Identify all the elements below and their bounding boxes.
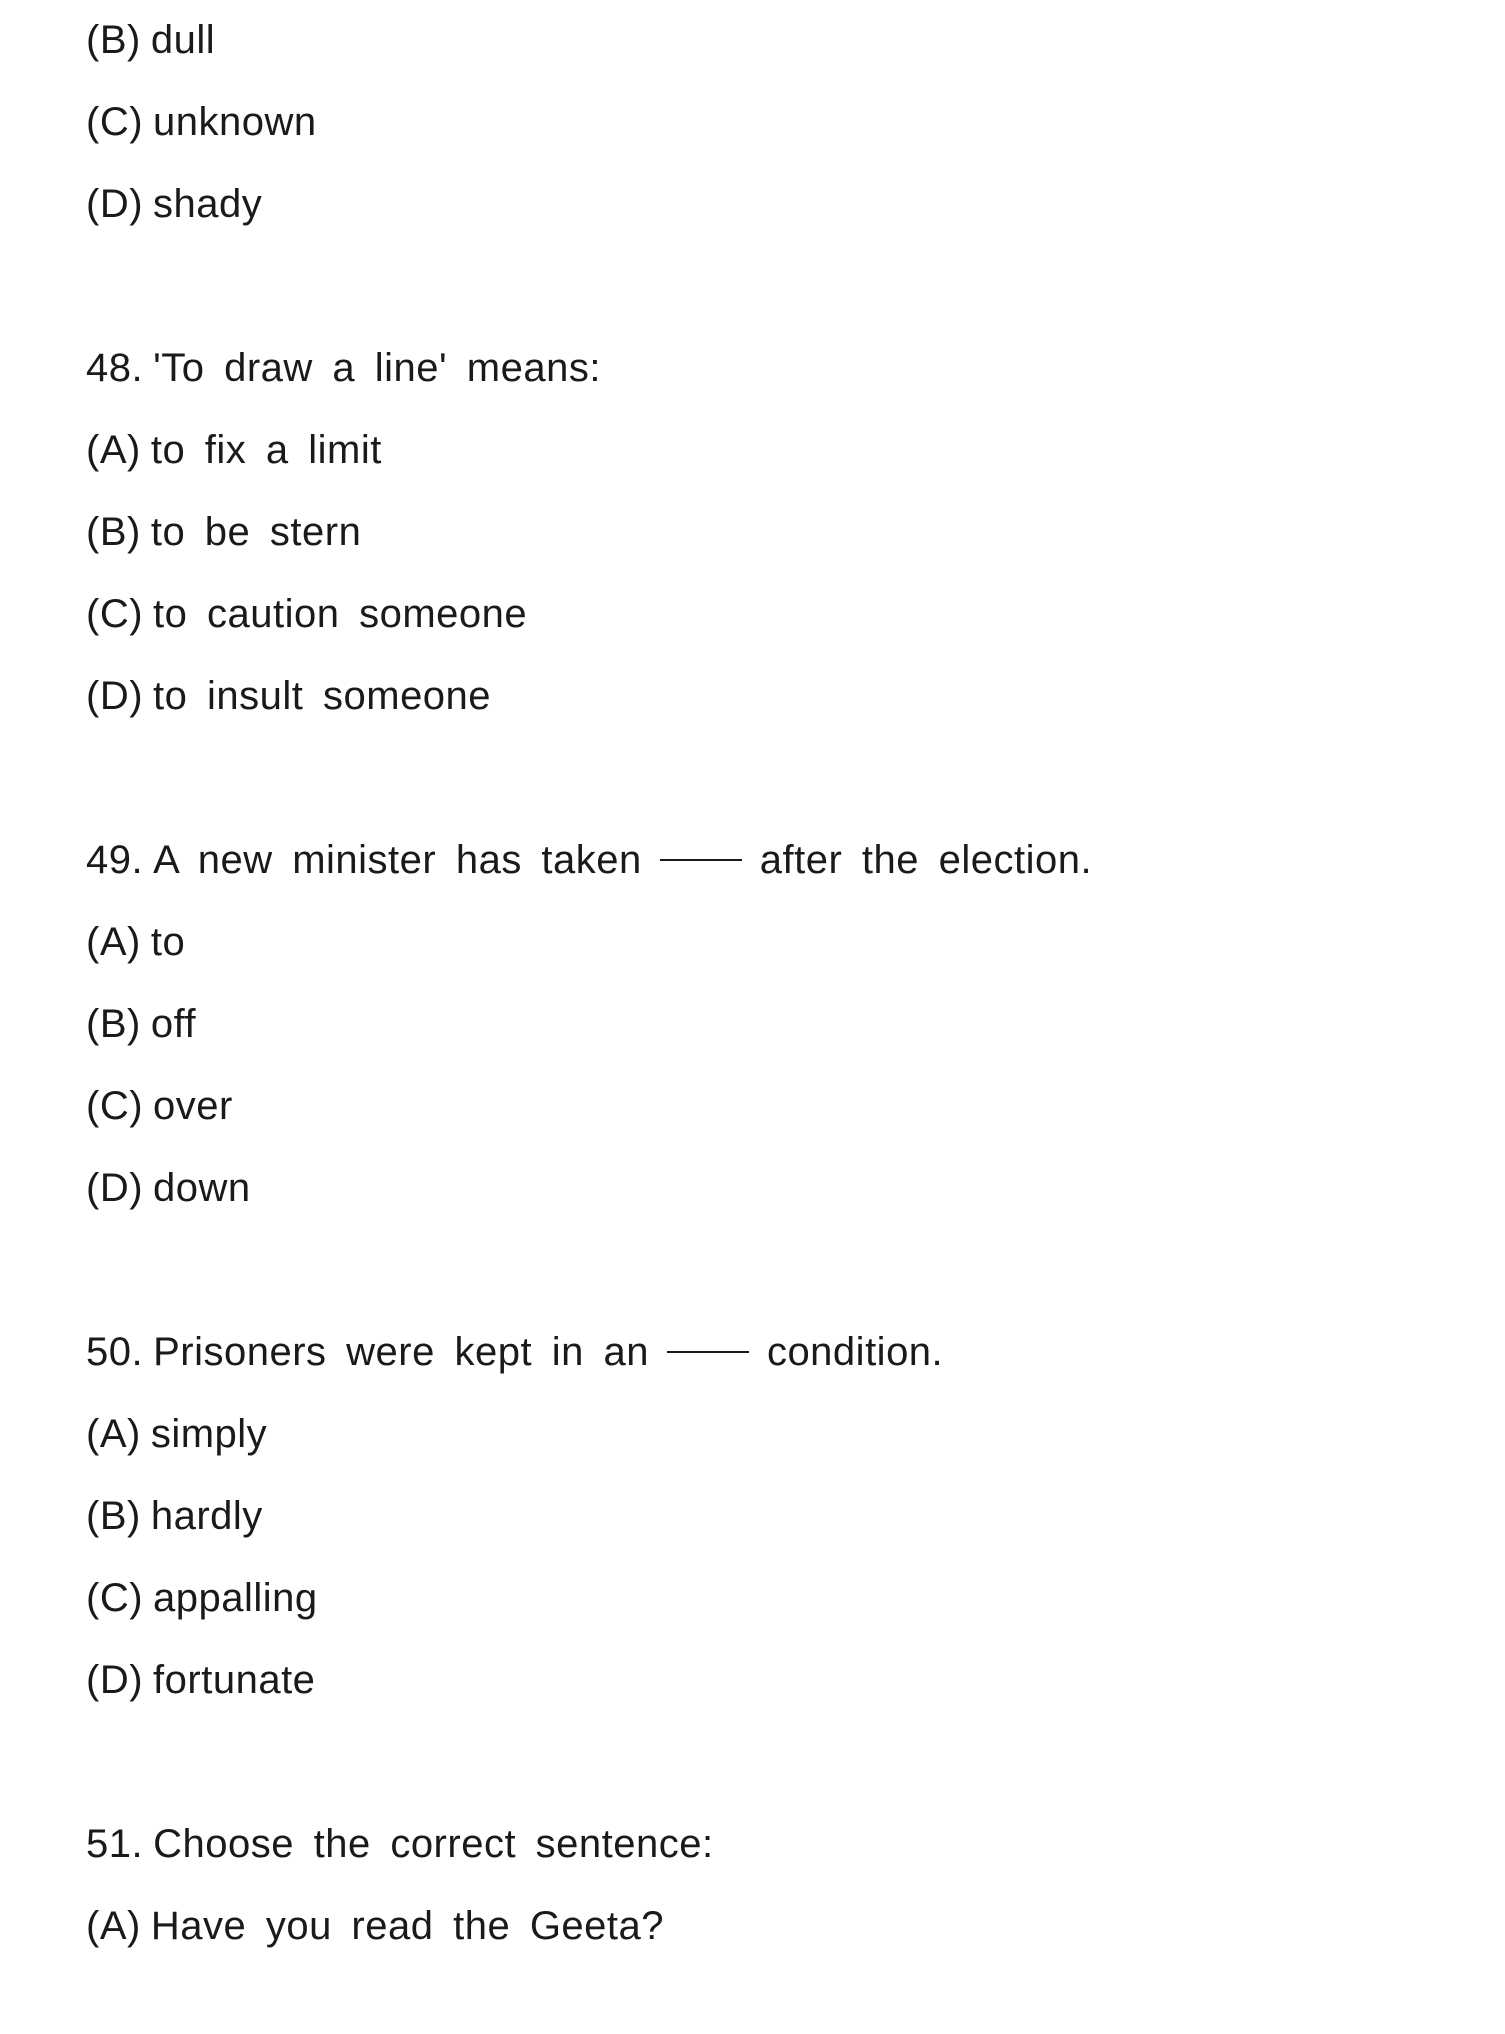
option-48-c (86, 590, 527, 638)
option-text: to insult someone (153, 674, 492, 718)
option-label: (A) (86, 1904, 141, 1948)
option-label: (A) (86, 428, 141, 472)
question-number: 50. (86, 1330, 144, 1374)
option-label: (B) (86, 1494, 141, 1538)
option-label: (B) (86, 1002, 141, 1046)
option-50-c (86, 1574, 318, 1622)
option-49-a (86, 918, 185, 966)
question-48 (86, 344, 601, 392)
option-label: (A) (86, 920, 141, 964)
option-text: to (150, 920, 186, 964)
fill-blank (667, 1351, 749, 1353)
option-51-a (86, 1902, 664, 1950)
question-51 (86, 1820, 714, 1868)
option-50-d (86, 1656, 315, 1704)
option-label: (B) (86, 18, 141, 62)
option-label: (C) (86, 592, 144, 636)
question-50 (86, 1328, 943, 1376)
question-text: Choose the correct sentence: (153, 1822, 714, 1866)
option-49-b (86, 1000, 196, 1048)
option-text: hardly (150, 1494, 263, 1538)
option-label: (D) (86, 1658, 144, 1702)
option-label: (C) (86, 1576, 144, 1620)
option-text: appalling (153, 1576, 318, 1620)
option-text: dull (150, 18, 216, 62)
option-text: simply (150, 1412, 268, 1456)
option-48-a (86, 426, 382, 474)
question-text-after: condition. (766, 1330, 944, 1374)
question-text-before: A new minister has taken (153, 838, 642, 882)
question-number: 49. (86, 838, 144, 882)
option-prev-c (86, 98, 317, 146)
question-number: 51. (86, 1822, 144, 1866)
option-label: (D) (86, 1166, 144, 1210)
option-text: fortunate (153, 1658, 316, 1702)
option-49-d (86, 1164, 251, 1212)
option-label: (B) (86, 510, 141, 554)
option-text: to be stern (150, 510, 362, 554)
option-prev-b (86, 16, 215, 64)
option-48-b (86, 508, 361, 556)
option-text: to fix a limit (150, 428, 382, 472)
option-text: Have you read the Geeta? (150, 1904, 665, 1948)
question-text-before: Prisoners were kept in an (153, 1330, 649, 1374)
option-50-b (86, 1492, 263, 1540)
option-label: (C) (86, 1084, 144, 1128)
option-text: off (150, 1002, 197, 1046)
question-number: 48. (86, 346, 144, 390)
option-49-c (86, 1082, 233, 1130)
option-label: (D) (86, 674, 144, 718)
option-text: to caution someone (153, 592, 528, 636)
option-prev-d (86, 180, 262, 228)
question-49 (86, 836, 1092, 884)
option-text: over (153, 1084, 233, 1128)
question-text-after: after the election. (759, 838, 1093, 882)
option-text: shady (153, 182, 263, 226)
option-48-d (86, 672, 491, 720)
question-text: 'To draw a line' means: (153, 346, 601, 390)
option-50-a (86, 1410, 267, 1458)
fill-blank (660, 859, 742, 861)
option-text: unknown (153, 100, 317, 144)
option-label: (C) (86, 100, 144, 144)
option-text: down (153, 1166, 251, 1210)
option-label: (A) (86, 1412, 141, 1456)
option-label: (D) (86, 182, 144, 226)
